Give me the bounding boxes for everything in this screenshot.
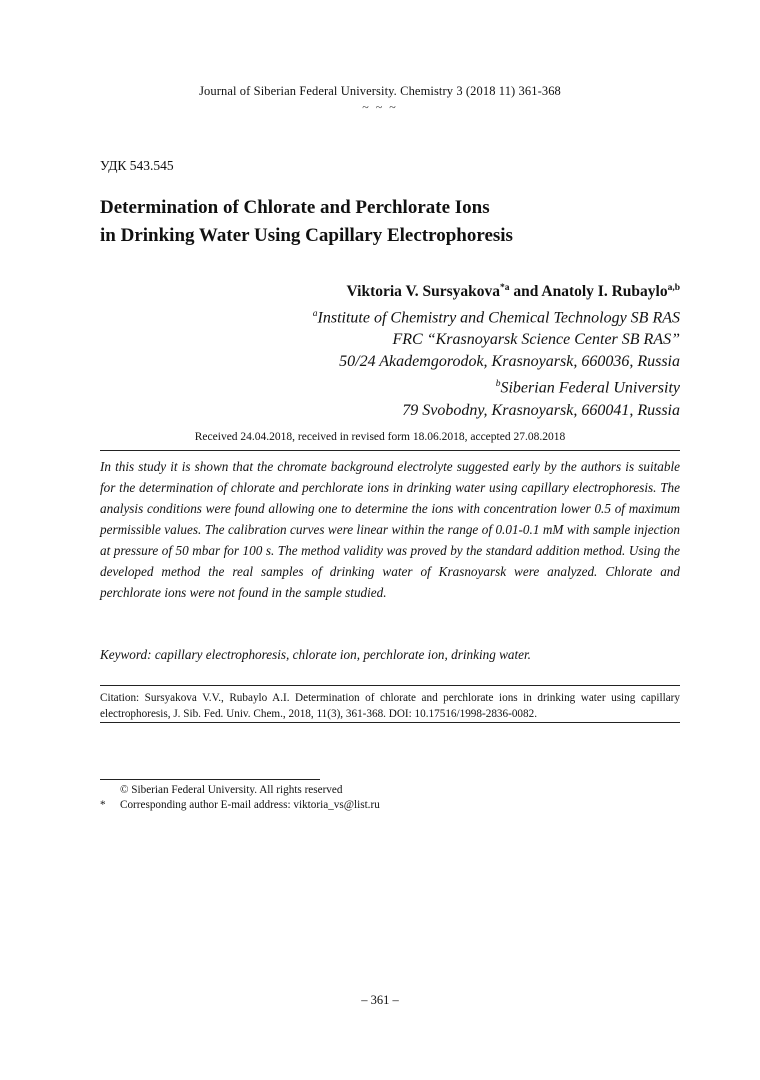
divider (100, 722, 680, 723)
divider (100, 685, 680, 686)
title-line-1: Determination of Chlorate and Perchlorate Ions (100, 197, 490, 218)
author-1-affiliation-mark: *a (500, 283, 510, 293)
footnote-corresponding-author: * Corresponding author E-mail address: viktoria_vs@list.ru (100, 799, 380, 811)
title-line-2: in Drinking Water Using Capillary Electrophoresis (100, 225, 513, 246)
footnote-divider (100, 779, 320, 780)
abstract (100, 456, 680, 603)
affiliation-a-line-2: FRC “Krasnoyarsk Science Center SB RAS” (392, 331, 680, 349)
received-dates: Received 24.04.2018, received in revised form 18.06.2018, accepted 27.08.2018 (194, 431, 566, 443)
footnote-mark: * (100, 799, 106, 811)
citation: Citation: Sursyakova V.V., Rubaylo A.I. Determination of chlorate and perchlorate ions in drinking water using capillary electrophoresis, J. Sib. Fed. Univ. Chem., 2018, 11(3), 361-368. DOI: 10.17516/1998-2836-0082. (100, 692, 680, 720)
affiliation-b-line-2: 79 Svobodny, Krasnoyarsk, 660041, Russia (402, 401, 680, 419)
divider (100, 450, 680, 451)
affiliation-b-line-1: $^b$Siberian Federal University (495, 379, 680, 397)
affiliation-a-line-1: $^a$Institute of Chemistry and Chemical Technology SB RAS (312, 309, 680, 327)
affiliations (313, 303, 680, 422)
affiliation-a-mark: a (312, 309, 318, 319)
journal-separator: ~ ~ ~ (362, 100, 398, 114)
author-2: Anatoly I. Rubaylo (541, 283, 668, 301)
udc-code: УДК 543.545 (100, 158, 174, 173)
author-conjunction: and (509, 283, 542, 301)
author-2-affiliation-mark: a,b (667, 283, 680, 293)
keywords: Keyword: capillary electrophoresis, chlorate ion, perchlorate ion, drinking water. (100, 647, 531, 662)
footnote-copyright: © Siberian Federal University. All rights reserved (120, 784, 343, 796)
author-1: Viktoria V. Sursyakova (346, 283, 500, 301)
affiliation-b-mark: b (495, 379, 501, 390)
authors (347, 283, 680, 301)
affiliation-a-line-3: 50/24 Akademgorodok, Krasnoyarsk, 660036, Russia (339, 353, 680, 371)
abstract-text: In this study it is shown that the chromate background electrolyte suggested early by the authors is suitable for the determination of chlorate and perchlorate ions in drinking water using capillary electrophoresis. The analysis conditions were found allowing one to determine the ions with concentration lower 0.5 of maximum permissible values. The calibration curves were linear within the range of 0.01-0.1 mM with sample injection at pressure of 50 mbar for 100 s. The method validity was proved by the standard addition method. Using the developed method the real samples of drinking water of Krasnoyarsk were analyzed. Chlorate and perchlorate ions were not found in the sample studied. (100, 459, 680, 600)
page-number: – 361 – (361, 993, 399, 1007)
journal-header: Journal of Siberian Federal University. Chemistry 3 (2018 11) 361-368 (199, 84, 561, 98)
paper-title (100, 194, 660, 250)
